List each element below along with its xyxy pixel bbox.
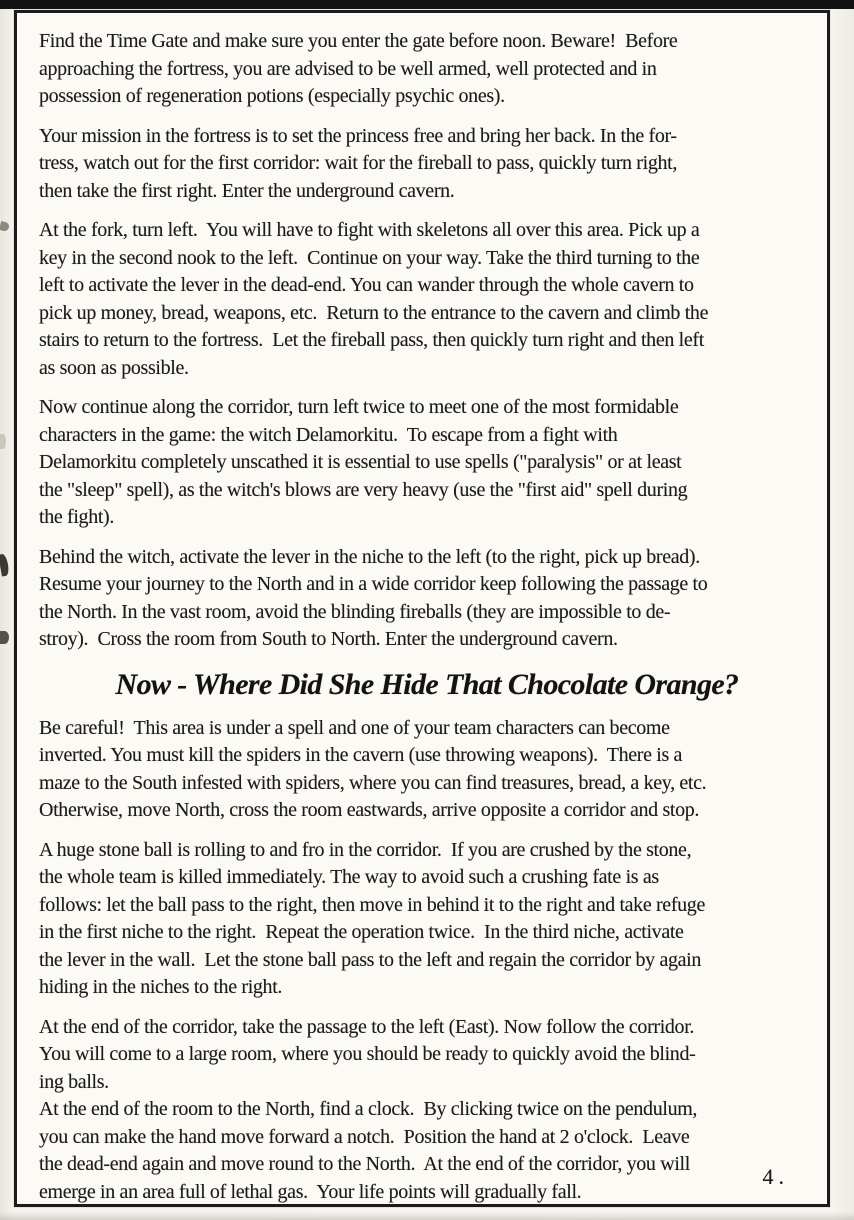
text-line: Be careful! This area is under a spell and one of your team characters can become: [39, 716, 670, 739]
text-line: Now continue along the corridor, turn left twice to meet one of the most formidable: [39, 396, 679, 418]
scan-edge-band: [0, 0, 854, 9]
text-line: Delamorkitu completely unscathed it is essential to use spells ("paralysis" or at least: [39, 451, 682, 473]
text-line: stroy). Cross the room from South to North. Enter the underground cavern.: [39, 628, 618, 650]
text-line: Behind the witch, activate the lever in the niche to the left (to the right, pick up bread).: [39, 545, 700, 568]
paragraph: [39, 837, 815, 1002]
paragraph: [39, 394, 815, 532]
scan-artifact: [0, 631, 9, 644]
text-line: At the end of the room to the North, find a clock. By clicking twice on the pendulum,: [39, 1098, 698, 1120]
text-line: tress, watch out for the first corridor: wait for the fireball to pass, quickly turn right,: [39, 152, 677, 174]
text-line: inverted. You must kill the spiders in the cavern (use throwing weapons). There is a: [39, 744, 683, 766]
text-line: Find the Time Gate and make sure you enter the gate before noon. Beware! Before: [39, 30, 678, 52]
text-line: pick up money, bread, weapons, etc. Return to the entrance to the cavern and climb the: [39, 301, 709, 324]
text-line: in the first niche to the right. Repeat the operation twice. In the third niche, activate: [39, 921, 684, 943]
paragraph: [39, 544, 815, 654]
text-line: approaching the fortress, you are advised to be well armed, well protected and in: [39, 57, 657, 80]
text-line: the North. In the vast room, avoid the blinding fireballs (they are impossible to de-: [39, 600, 671, 623]
text-line: You will come to a large room, where you should be ready to quickly avoid the blind-: [39, 1043, 696, 1065]
document-frame: [14, 10, 830, 1207]
paragraph: [39, 1096, 815, 1206]
text-line: you can make the hand move forward a notch. Position the hand at 2 o'clock. Leave: [39, 1125, 690, 1148]
page-number: 4.: [762, 1164, 789, 1189]
text-line: key in the second nook to the left. Continue on your way. Take the third turning to the: [39, 246, 700, 269]
paragraph: [39, 217, 815, 382]
text-line: possession of regeneration potions (especially psychic ones).: [39, 85, 505, 107]
text-line: the "sleep" spell), as the witch's blows are very heavy (use the "first aid" spell during: [39, 478, 688, 501]
text-line: the whole team is killed immediately. The way to avoid such a crushing fate is as: [39, 866, 659, 888]
scan-artifact: [0, 553, 10, 576]
text-line: then take the first right. Enter the underground cavern.: [39, 179, 455, 202]
section-heading: Now - Where Did She Hide That Chocolate Orange?: [115, 667, 739, 701]
paragraph: [39, 1014, 815, 1097]
text-line: At the end of the corridor, take the passage to the left (East). Now follow the corridor.: [39, 1015, 695, 1038]
scan-edge-smudge: [0, 1212, 854, 1220]
text-line: characters in the game: the witch Delamorkitu. To escape from a fight with: [39, 423, 618, 446]
text-line: the lever in the wall. Let the stone ball pass to the left and regain the corridor by again: [39, 948, 702, 971]
text-line: At the fork, turn left. You will have to fight with skeletons all over this area. Pick up a: [39, 219, 700, 241]
text-line: follows: let the ball pass to the right, then move in behind it to the right and take refuge: [39, 893, 705, 916]
text-line: emerge in an area full of lethal gas. Your life points will gradually fall.: [39, 1180, 582, 1203]
text-line: ing balls.: [39, 1070, 109, 1093]
text-line: Resume your journey to the North and in a wide corridor keep following the passage to: [39, 573, 708, 595]
text-line: maze to the South infested with spiders, where you can find treasures, bread, a key, etc.: [39, 771, 707, 794]
text-line: the dead-end again and move round to the North. At the end of the corridor, you will: [39, 1153, 690, 1175]
scan-artifact: [0, 221, 10, 232]
scan-artifact: [0, 434, 6, 449]
text-line: Your mission in the fortress is to set the princess free and bring her back. In the for-: [39, 124, 677, 147]
text-line: A huge stone ball is rolling to and fro in the corridor. If you are crushed by the stone,: [39, 838, 692, 861]
document-text: [17, 13, 827, 1206]
paragraph: [39, 123, 815, 206]
paragraph: [39, 28, 815, 111]
text-line: left to activate the lever in the dead-end. You can wander through the whole cavern to: [39, 274, 694, 296]
text-line: hiding in the niches to the right.: [39, 976, 283, 998]
text-line: Otherwise, move North, cross the room eastwards, arrive opposite a corridor and stop.: [39, 799, 700, 821]
text-line: the fight).: [39, 506, 115, 528]
paragraph: [39, 715, 815, 825]
text-line: as soon as possible.: [39, 356, 189, 379]
text-line: stairs to return to the fortress. Let the fireball pass, then quickly turn right and then left: [39, 329, 704, 351]
